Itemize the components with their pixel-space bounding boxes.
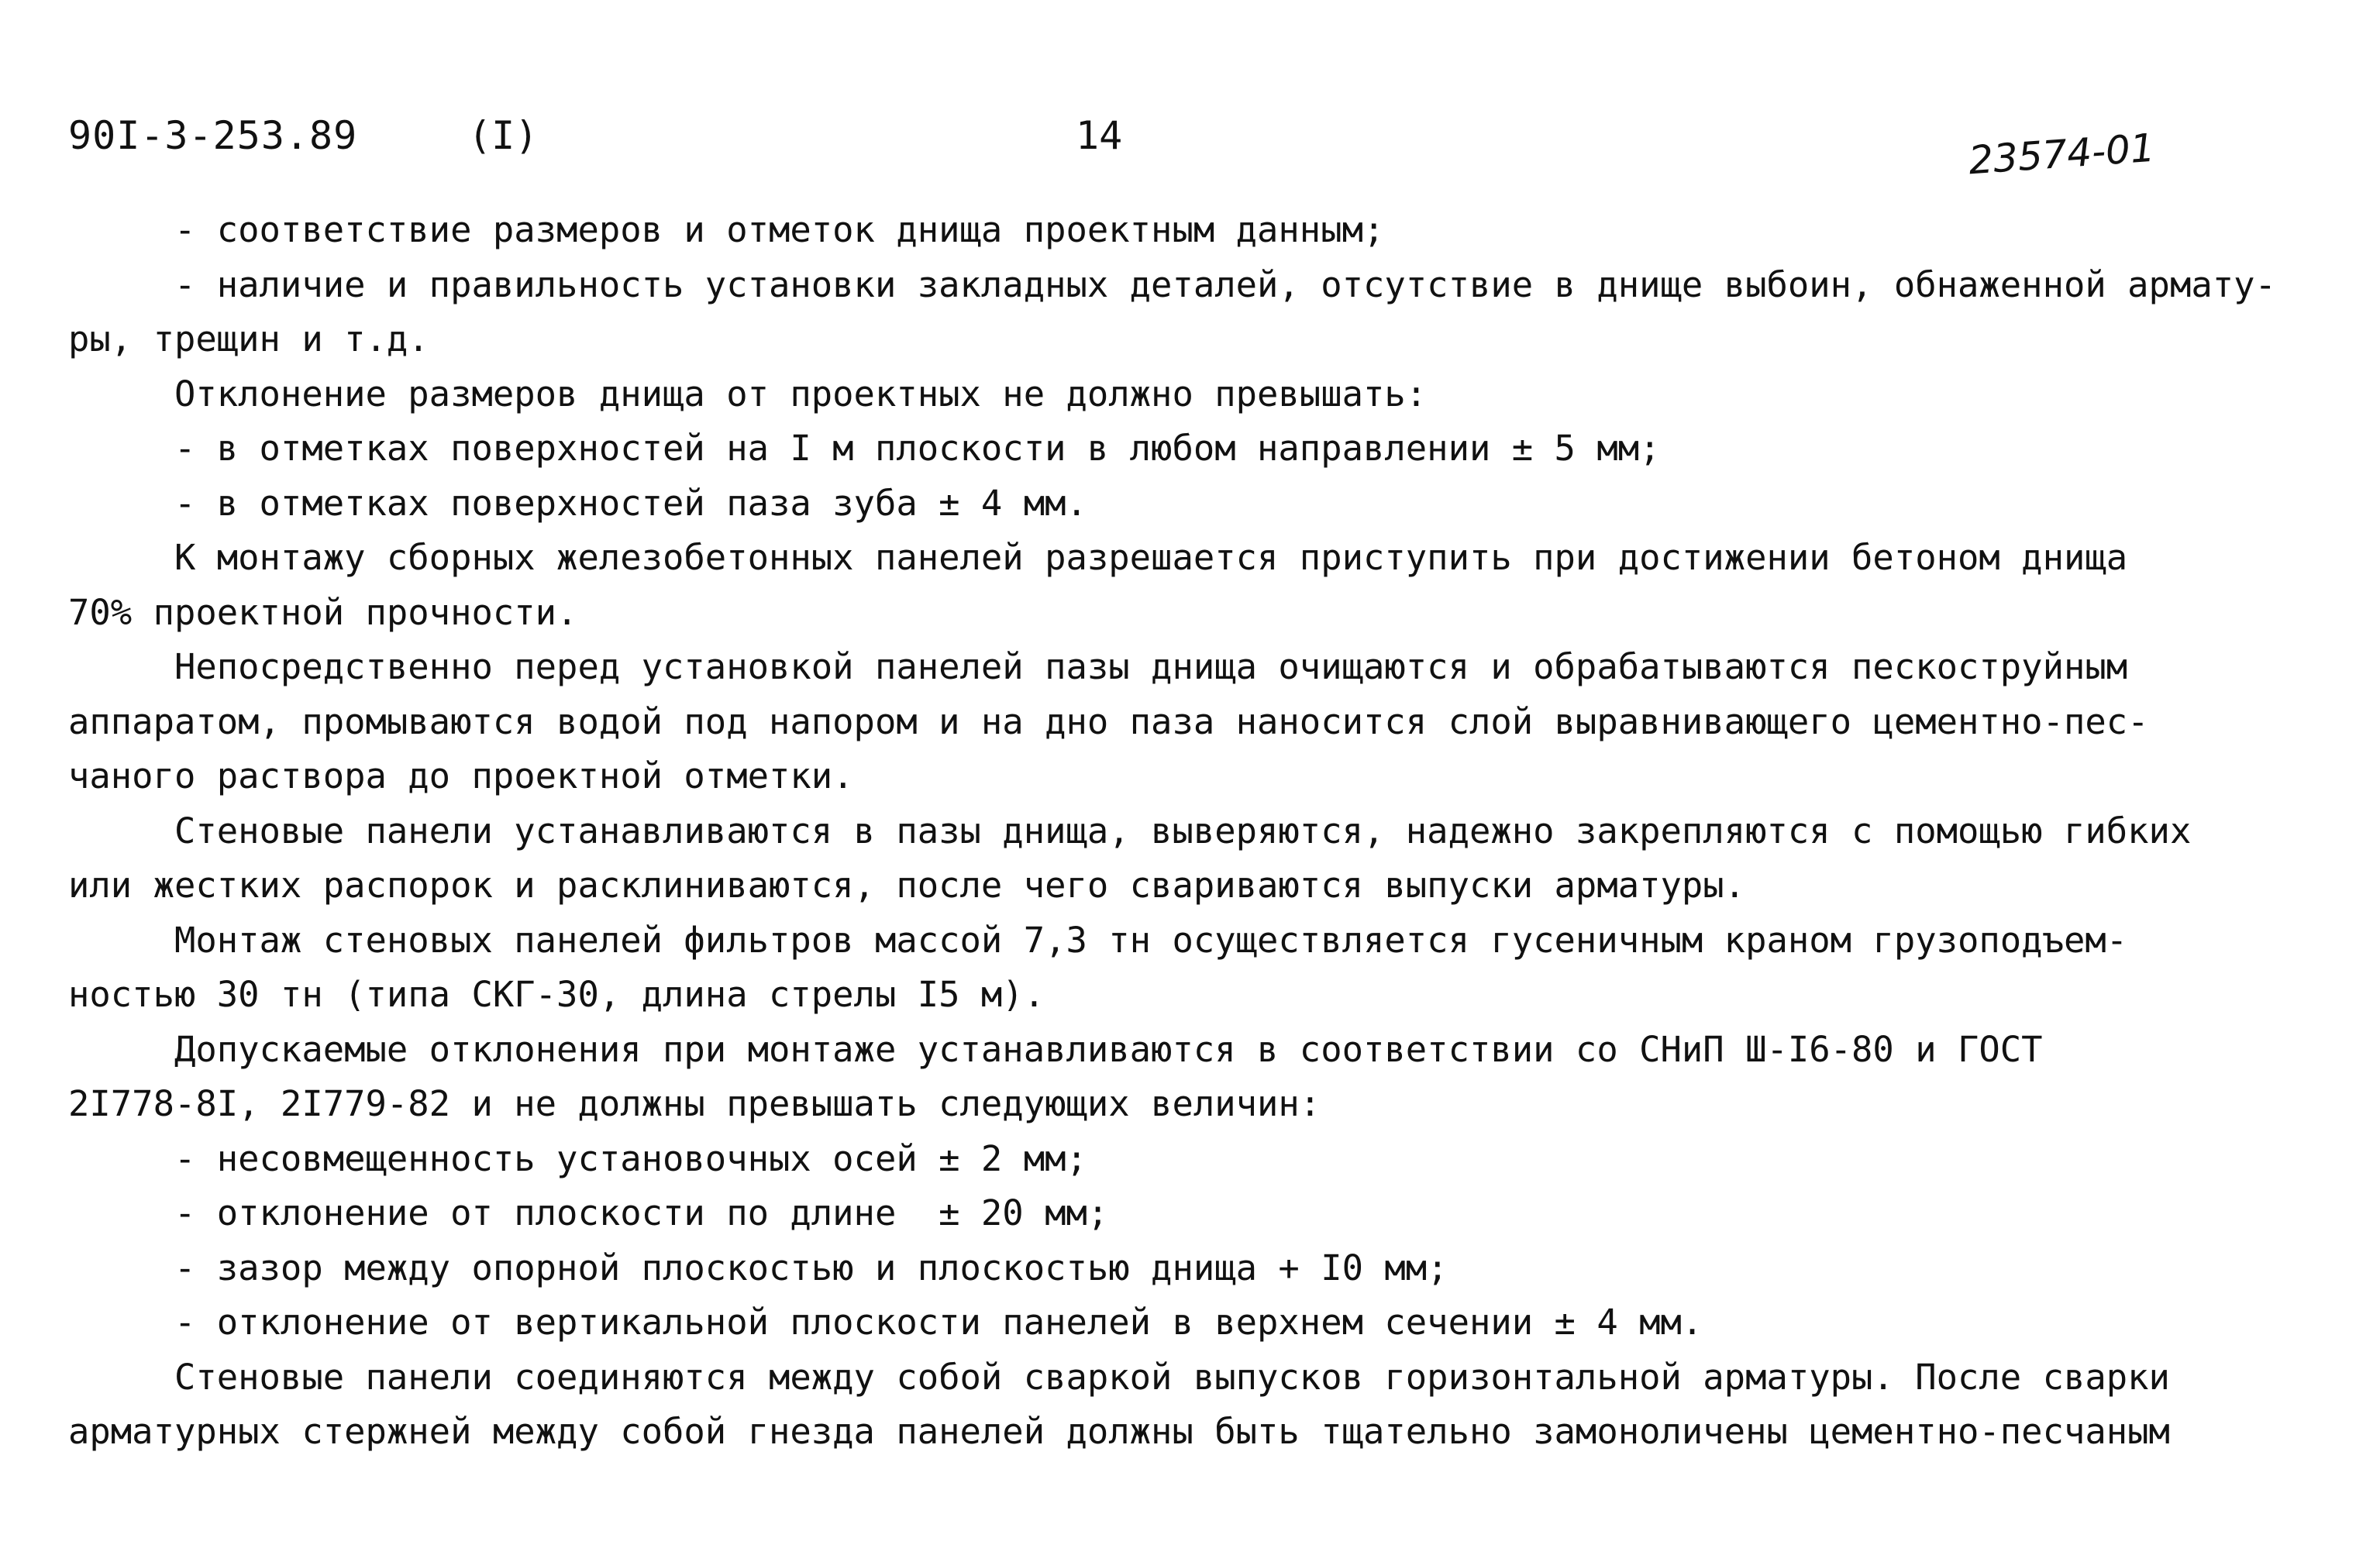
text-line: Стеновые панели устанавливаются в пазы днища, выверяются, надежно закрепляются с помощью гибких (68, 810, 2192, 851)
text-line: - несовмещенность установочных осей ± 2 мм; (68, 1137, 1087, 1179)
revision-label: (I) (468, 113, 539, 158)
text-line: Допускаемые отклонения при монтаже устанавливаются в соответствии со СНиП Ш-I6-80 и ГОСТ (68, 1028, 2043, 1070)
text-line: - отклонение от плоскости по длине ± 20 мм; (68, 1192, 1109, 1233)
text-line: К монтажу сборных железобетонных панелей разрешается приступить при достижении бетоном днища (68, 537, 2128, 578)
text-line: или жестких распорок и расклиниваются, после чего свариваются выпуски арматуры. (68, 865, 1746, 906)
document-code: 90I-3-253.89 (68, 113, 358, 158)
text-line: аппаратом, промываются водой под напором и на дно паза наносится слой выравнивающего цементно-пес- (68, 700, 2149, 742)
text-line: Монтаж стеновых панелей фильтров массой 7,3 тн осуществляется гусеничным краном грузоподъем- (68, 919, 2128, 961)
text-line: - соответствие размеров и отметок днища проектным данным; (68, 209, 1385, 250)
text-line: - в отметках поверхностей паза зуба ± 4 мм. (68, 482, 1087, 524)
text-line: арматурных стержней между собой гнезда панелей должны быть тщательно замоноличены цементно-песчаным (68, 1411, 2170, 1452)
text-line: 2I778-8I, 2I779-82 и не должны превышать следующих величин: (68, 1083, 1321, 1124)
text-line: Непосредственно перед установкой панелей пазы днища очищаются и обрабатываются пескоструйным (68, 646, 2128, 687)
text-line: - в отметках поверхностей на I м плоскости в любом направлении ± 5 мм; (68, 428, 1661, 469)
text-line: - отклонение от вертикальной плоскости панелей в верхнем сечении ± 4 мм. (68, 1302, 1703, 1343)
text-line: чаного раствора до проектной отметки. (68, 755, 854, 796)
page-number: 14 (1076, 113, 1123, 158)
text-line: ры, трещин и т.д. (68, 318, 429, 360)
text-line: ностью 30 тн (типа СКГ-30, длина стрелы I5 м). (68, 974, 1045, 1015)
text-line: 70% проектной прочности. (68, 591, 578, 633)
text-line: Стеновые панели соединяются между собой сваркой выпусков горизонтальной арматуры. После сварки (68, 1356, 2170, 1398)
text-line: Отклонение размеров днища от проектных не должно превышать: (68, 373, 1428, 415)
handwritten-stamp: 23574-01 (1967, 125, 2157, 184)
text-line: - наличие и правильность установки закладных деталей, отсутствие в днище выбоин, обнаженной армату- (68, 263, 2276, 305)
body-text (68, 203, 2347, 1460)
text-line: - зазор между опорной плоскостью и плоскостью днища + I0 мм; (68, 1247, 1448, 1288)
